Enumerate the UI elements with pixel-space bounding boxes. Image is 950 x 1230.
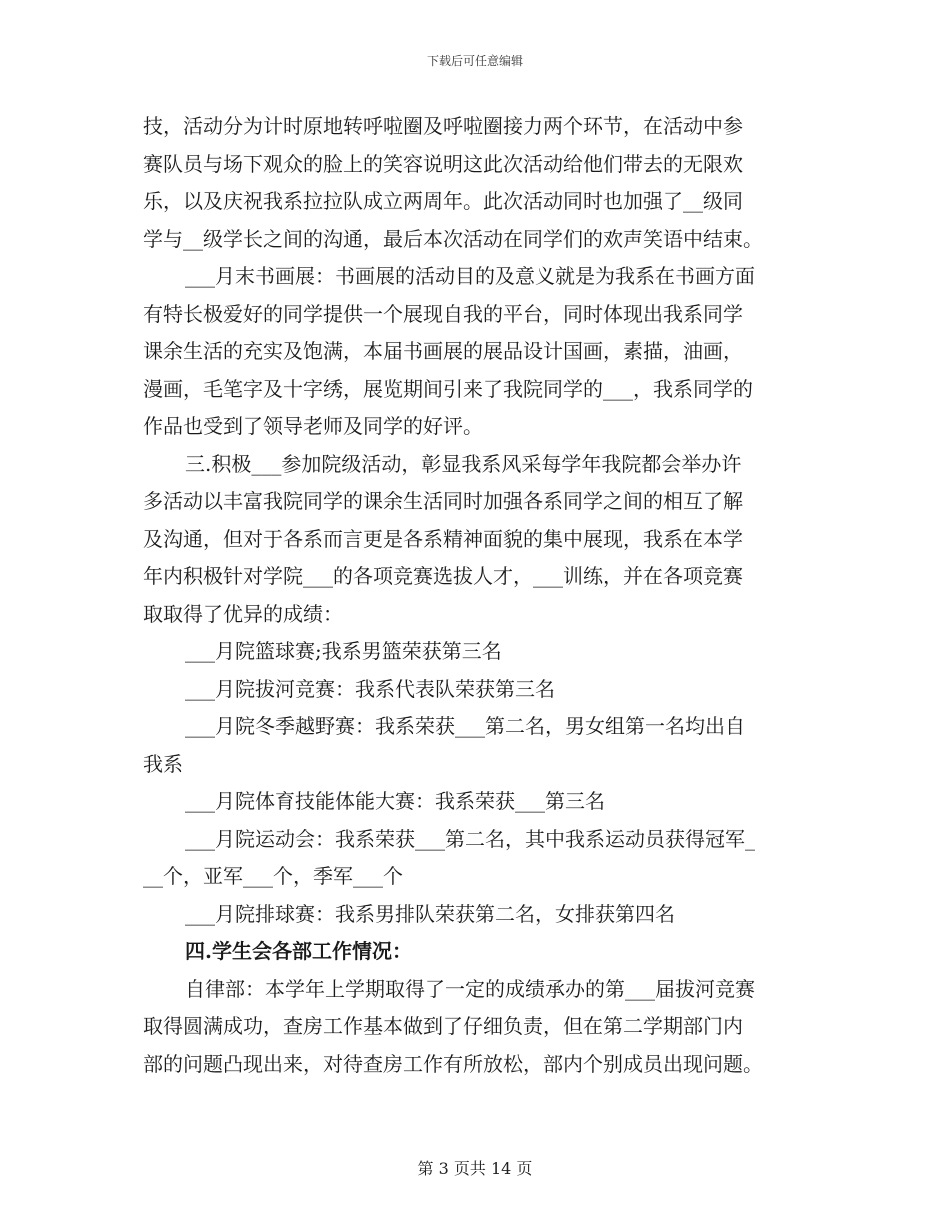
text-line: 课余生活的充实及饱满，本届书画展的展品设计国画，素描，油画， xyxy=(143,339,743,363)
text-line: 乐，以及庆祝我系拉拉队成立两周年。此次活动同时也加强了__级同 xyxy=(143,189,743,213)
text-line: 有特长极爱好的同学提供一个展现自我的平台，同时体现出我系同学 xyxy=(143,301,743,326)
section-heading: 四.学生会各部工作情况： xyxy=(185,939,412,963)
text-line: 赛队员与场下观众的脸上的笑容说明这此次活动给他们带去的无限欢 xyxy=(143,151,743,176)
text-line: 多活动以丰富我院同学的课余生活同时加强各系同学之间的相互了解 xyxy=(143,489,743,513)
text-line: 及沟通，但对于各系而言更是各系精神面貌的集中展现，我系在本学 xyxy=(143,526,743,551)
text-line: ___月院拔河竞赛：我系代表队荣获第三名 xyxy=(185,676,555,701)
text-line: 自律部：本学年上学期取得了一定的成绩承办的第___届拔河竞赛 xyxy=(185,976,755,1001)
text-line: 漫画，毛笔字及十字绣，展览期间引来了我院同学的___，我系同学的 xyxy=(143,376,753,401)
text-line: 部的问题凸现出来，对待查房工作有所放松，部内个别成员出现问题。 xyxy=(143,1051,763,1076)
text-line: 取取得了优异的成绩： xyxy=(143,601,343,626)
text-line: 学与__级学长之间的沟通，最后本次活动在同学们的欢声笑语中结束。 xyxy=(143,226,763,251)
text-line: 取得圆满成功，查房工作基本做到了仔细负责，但在第二学期部门内 xyxy=(143,1014,743,1038)
text-line: ___月末书画展：书画展的活动目的及意义就是为我系在书画方面 xyxy=(185,264,755,288)
text-line: ___月院体育技能体能大赛：我系荣获___第三名 xyxy=(185,789,605,813)
text-line: ___月院运动会：我系荣获___第二名，其中我系运动员获得冠军_ xyxy=(185,826,755,851)
text-line: ___月院排球赛：我系男排队荣获第二名，女排获第四名 xyxy=(185,901,675,926)
text-line: __个，亚军___个，季军___个 xyxy=(143,864,403,888)
text-line: 技，活动分为计时原地转呼啦圈及呼啦圈接力两个环节，在活动中参 xyxy=(143,114,743,138)
text-line: 我系 xyxy=(143,751,183,776)
document-body xyxy=(143,108,808,1083)
text-line: 三.积极___参加院级活动，彰显我系风采每学年我院都会举办许 xyxy=(185,451,742,476)
text-line: ___月院冬季越野赛：我系荣获___第二名，男女组第一名均出自 xyxy=(185,714,745,738)
text-line: ___月院篮球赛;我系男篮荣获第三名 xyxy=(185,639,502,663)
text-line: 年内积极针对学院___的各项竞赛选拔人才，___训练，并在各项竞赛 xyxy=(143,564,743,588)
page-header: 下载后可任意编辑 xyxy=(426,54,523,68)
text-line: 作品也受到了领导老师及同学的好评。 xyxy=(143,414,483,438)
page-footer: 第 3 页共 14 页 xyxy=(417,1159,533,1178)
